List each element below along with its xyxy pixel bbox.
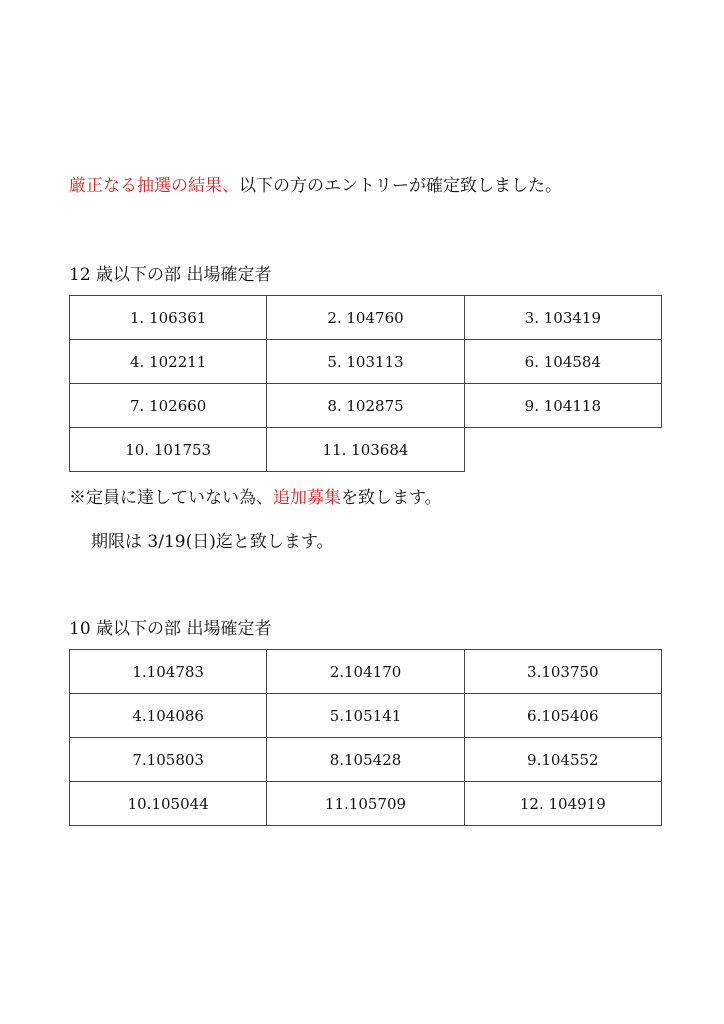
table-row — [70, 428, 662, 472]
entry-cell: 5. 103113 — [267, 340, 464, 384]
entry-cell: 3. 103419 — [464, 296, 661, 340]
entry-cell: 8. 102875 — [267, 384, 464, 428]
entry-cell: 11. 103684 — [267, 428, 464, 472]
table-row — [70, 650, 662, 694]
intro-text: 以下の方のエントリーが確定致しました。 — [239, 176, 562, 196]
entry-cell: 1. 106361 — [70, 296, 267, 340]
table-row — [70, 738, 662, 782]
table-row — [70, 384, 662, 428]
entry-cell: 9.104552 — [464, 738, 661, 782]
table-row — [70, 296, 662, 340]
table-row — [70, 340, 662, 384]
entry-cell: 7.105803 — [70, 738, 267, 782]
entry-cell: 7. 102660 — [70, 384, 267, 428]
entry-cell: 4. 102211 — [70, 340, 267, 384]
note-text-after: を致します。 — [341, 488, 442, 508]
entry-cell: 9. 104118 — [464, 384, 661, 428]
note-highlight: 追加募集 — [273, 488, 341, 508]
section-12-table — [69, 295, 662, 472]
entry-cell: 3.103750 — [464, 650, 661, 694]
intro-sentence — [69, 175, 562, 197]
entry-cell: 6.105406 — [464, 694, 661, 738]
entry-cell: 10. 101753 — [70, 428, 267, 472]
section-12-heading: 12 歳以下の部 出場確定者 — [69, 265, 272, 285]
entry-cell: 5.105141 — [267, 694, 464, 738]
table-row — [70, 782, 662, 826]
entry-cell: 2. 104760 — [267, 296, 464, 340]
entry-cell: 2.104170 — [267, 650, 464, 694]
entry-cell: 11.105709 — [267, 782, 464, 826]
section-10-heading: 10 歳以下の部 出場確定者 — [69, 619, 272, 639]
table-row — [70, 694, 662, 738]
section-10-table — [69, 649, 662, 826]
entry-cell: 8.105428 — [267, 738, 464, 782]
entry-cell: 10.105044 — [70, 782, 267, 826]
deadline-text: 期限は 3/19(日)迄と致します。 — [91, 532, 334, 552]
intro-highlight: 厳正なる抽選の結果、 — [69, 176, 239, 196]
entry-cell: 4.104086 — [70, 694, 267, 738]
note-text-before: ※定員に達していない為、 — [69, 488, 273, 508]
entry-cell: 6. 104584 — [464, 340, 661, 384]
additional-recruitment-note — [69, 487, 442, 509]
empty-cell — [464, 428, 661, 472]
entry-cell: 1.104783 — [70, 650, 267, 694]
entry-cell: 12. 104919 — [464, 782, 661, 826]
